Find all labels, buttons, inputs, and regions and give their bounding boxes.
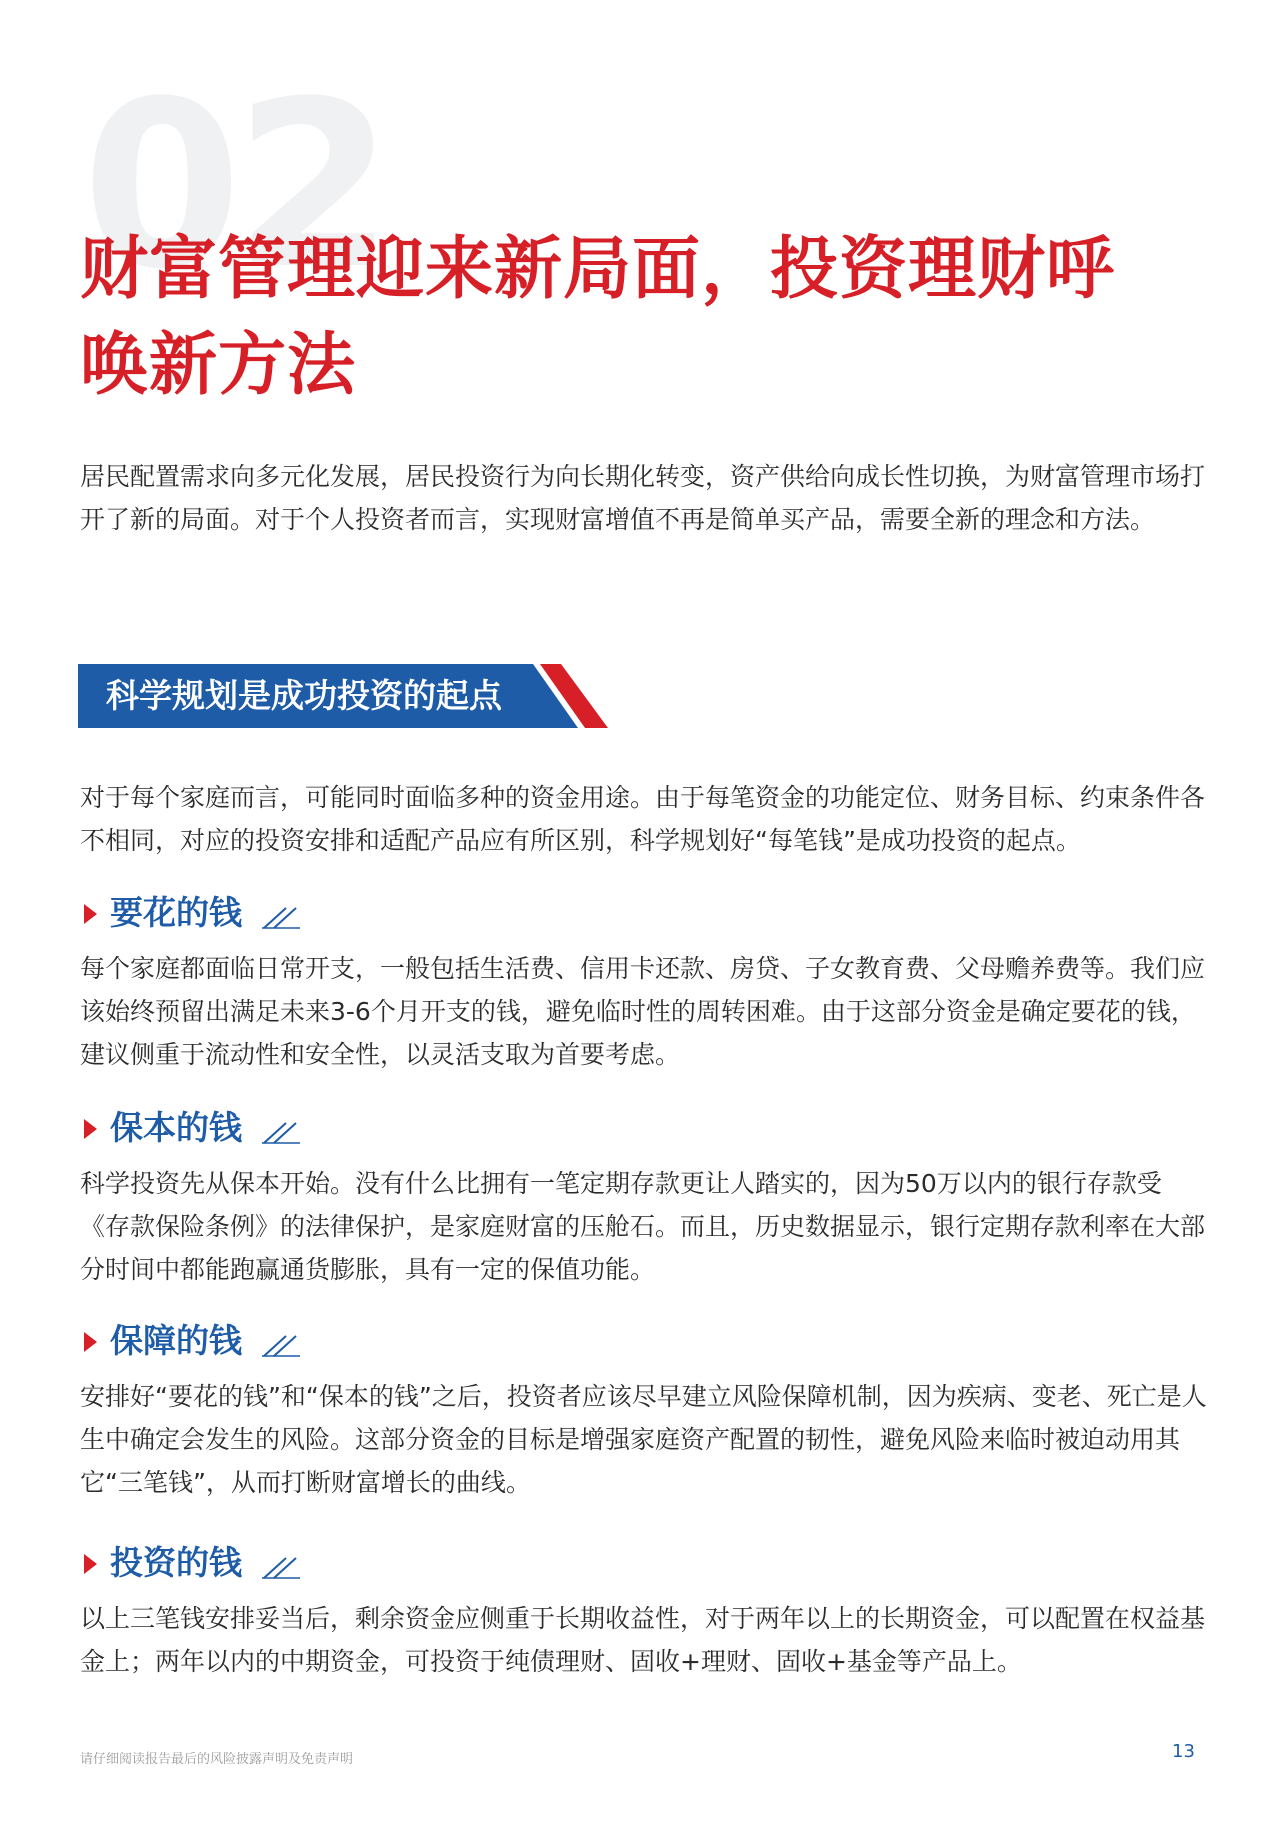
- subsection-text-protection: 安排好“要花的钱”和“保本的钱”之后，投资者应该尽早建立风险保障机制，因为疾病、变老、死亡是人生中确定会发生的风险。这部分资金的目标是增强家庭资产配置的韧性，避免风险来临时被迫动用其它“三笔钱”，从而打断财富增长的曲线。: [80, 1382, 1207, 1497]
- double-slash-icon: [262, 1121, 302, 1145]
- subsection-text-principal: 科学投资先从保本开始。没有什么比拥有一笔定期存款更让人踏实的，因为50万以内的银行存款受《存款保险条例》的法律保护，是家庭财富的压舱石。而且，历史数据显示，银行定期存款利率在大部分时间中都能跑赢通货膨胀，具有一定的保值功能。: [80, 1169, 1206, 1284]
- page-title: 财富管理迎来新局面，投资理财呼唤新方法: [80, 230, 1116, 405]
- play-triangle-icon: [84, 1554, 97, 1574]
- intro-paragraph: 居民配置需求向多元化发展，居民投资行为向长期化转变，资产供给向成长性切换，为财富管理市场打开了新的局面。对于个人投资者而言，实现财富增值不再是简单买产品，需要全新的理念和方法。: [80, 462, 1206, 534]
- play-triangle-icon: [84, 1119, 97, 1139]
- subsection-heading-label: 要花的钱: [110, 893, 242, 932]
- subsection-heading-label: 保本的钱: [110, 1108, 242, 1147]
- subsection-text-spending: 每个家庭都面临日常开支，一般包括生活费、信用卡还款、房贷、子女教育费、父母赡养费等。我们应该始终预留出满足未来3-6个月开支的钱，避免临时性的周转困难。由于这部分资金是确定要花的钱，建议侧重于流动性和安全性，以灵活支取为首要考虑。: [80, 954, 1206, 1069]
- subsection-heading-label: 保障的钱: [110, 1321, 242, 1360]
- footer-disclaimer: 请仔细阅读报告最后的风险披露声明及免责声明: [80, 1752, 354, 1767]
- double-slash-icon: [262, 1334, 302, 1358]
- double-slash-icon: [262, 906, 302, 930]
- double-slash-icon: [262, 1556, 302, 1580]
- subsection-heading-label: 投资的钱: [110, 1543, 242, 1582]
- page-number: 13: [1172, 1741, 1195, 1762]
- section-banner: [78, 664, 608, 728]
- section-number-watermark: 02: [82, 53, 387, 320]
- banner-paragraph: 对于每个家庭而言，可能同时面临多种的资金用途。由于每笔资金的功能定位、财务目标、约束条件各不相同，对应的投资安排和适配产品应有所区别，科学规划好“每笔钱”是成功投资的起点。: [80, 783, 1206, 855]
- banner-label: 科学规划是成功投资的起点: [106, 676, 502, 715]
- play-triangle-icon: [84, 904, 97, 924]
- subsection-text-investment: 以上三笔钱安排妥当后，剩余资金应侧重于长期收益性，对于两年以上的长期资金，可以配置在权益基金上；两年以内的中期资金，可投资于纯债理财、固收+理财、固收+基金等产品上。: [80, 1604, 1206, 1676]
- play-triangle-icon: [84, 1332, 97, 1352]
